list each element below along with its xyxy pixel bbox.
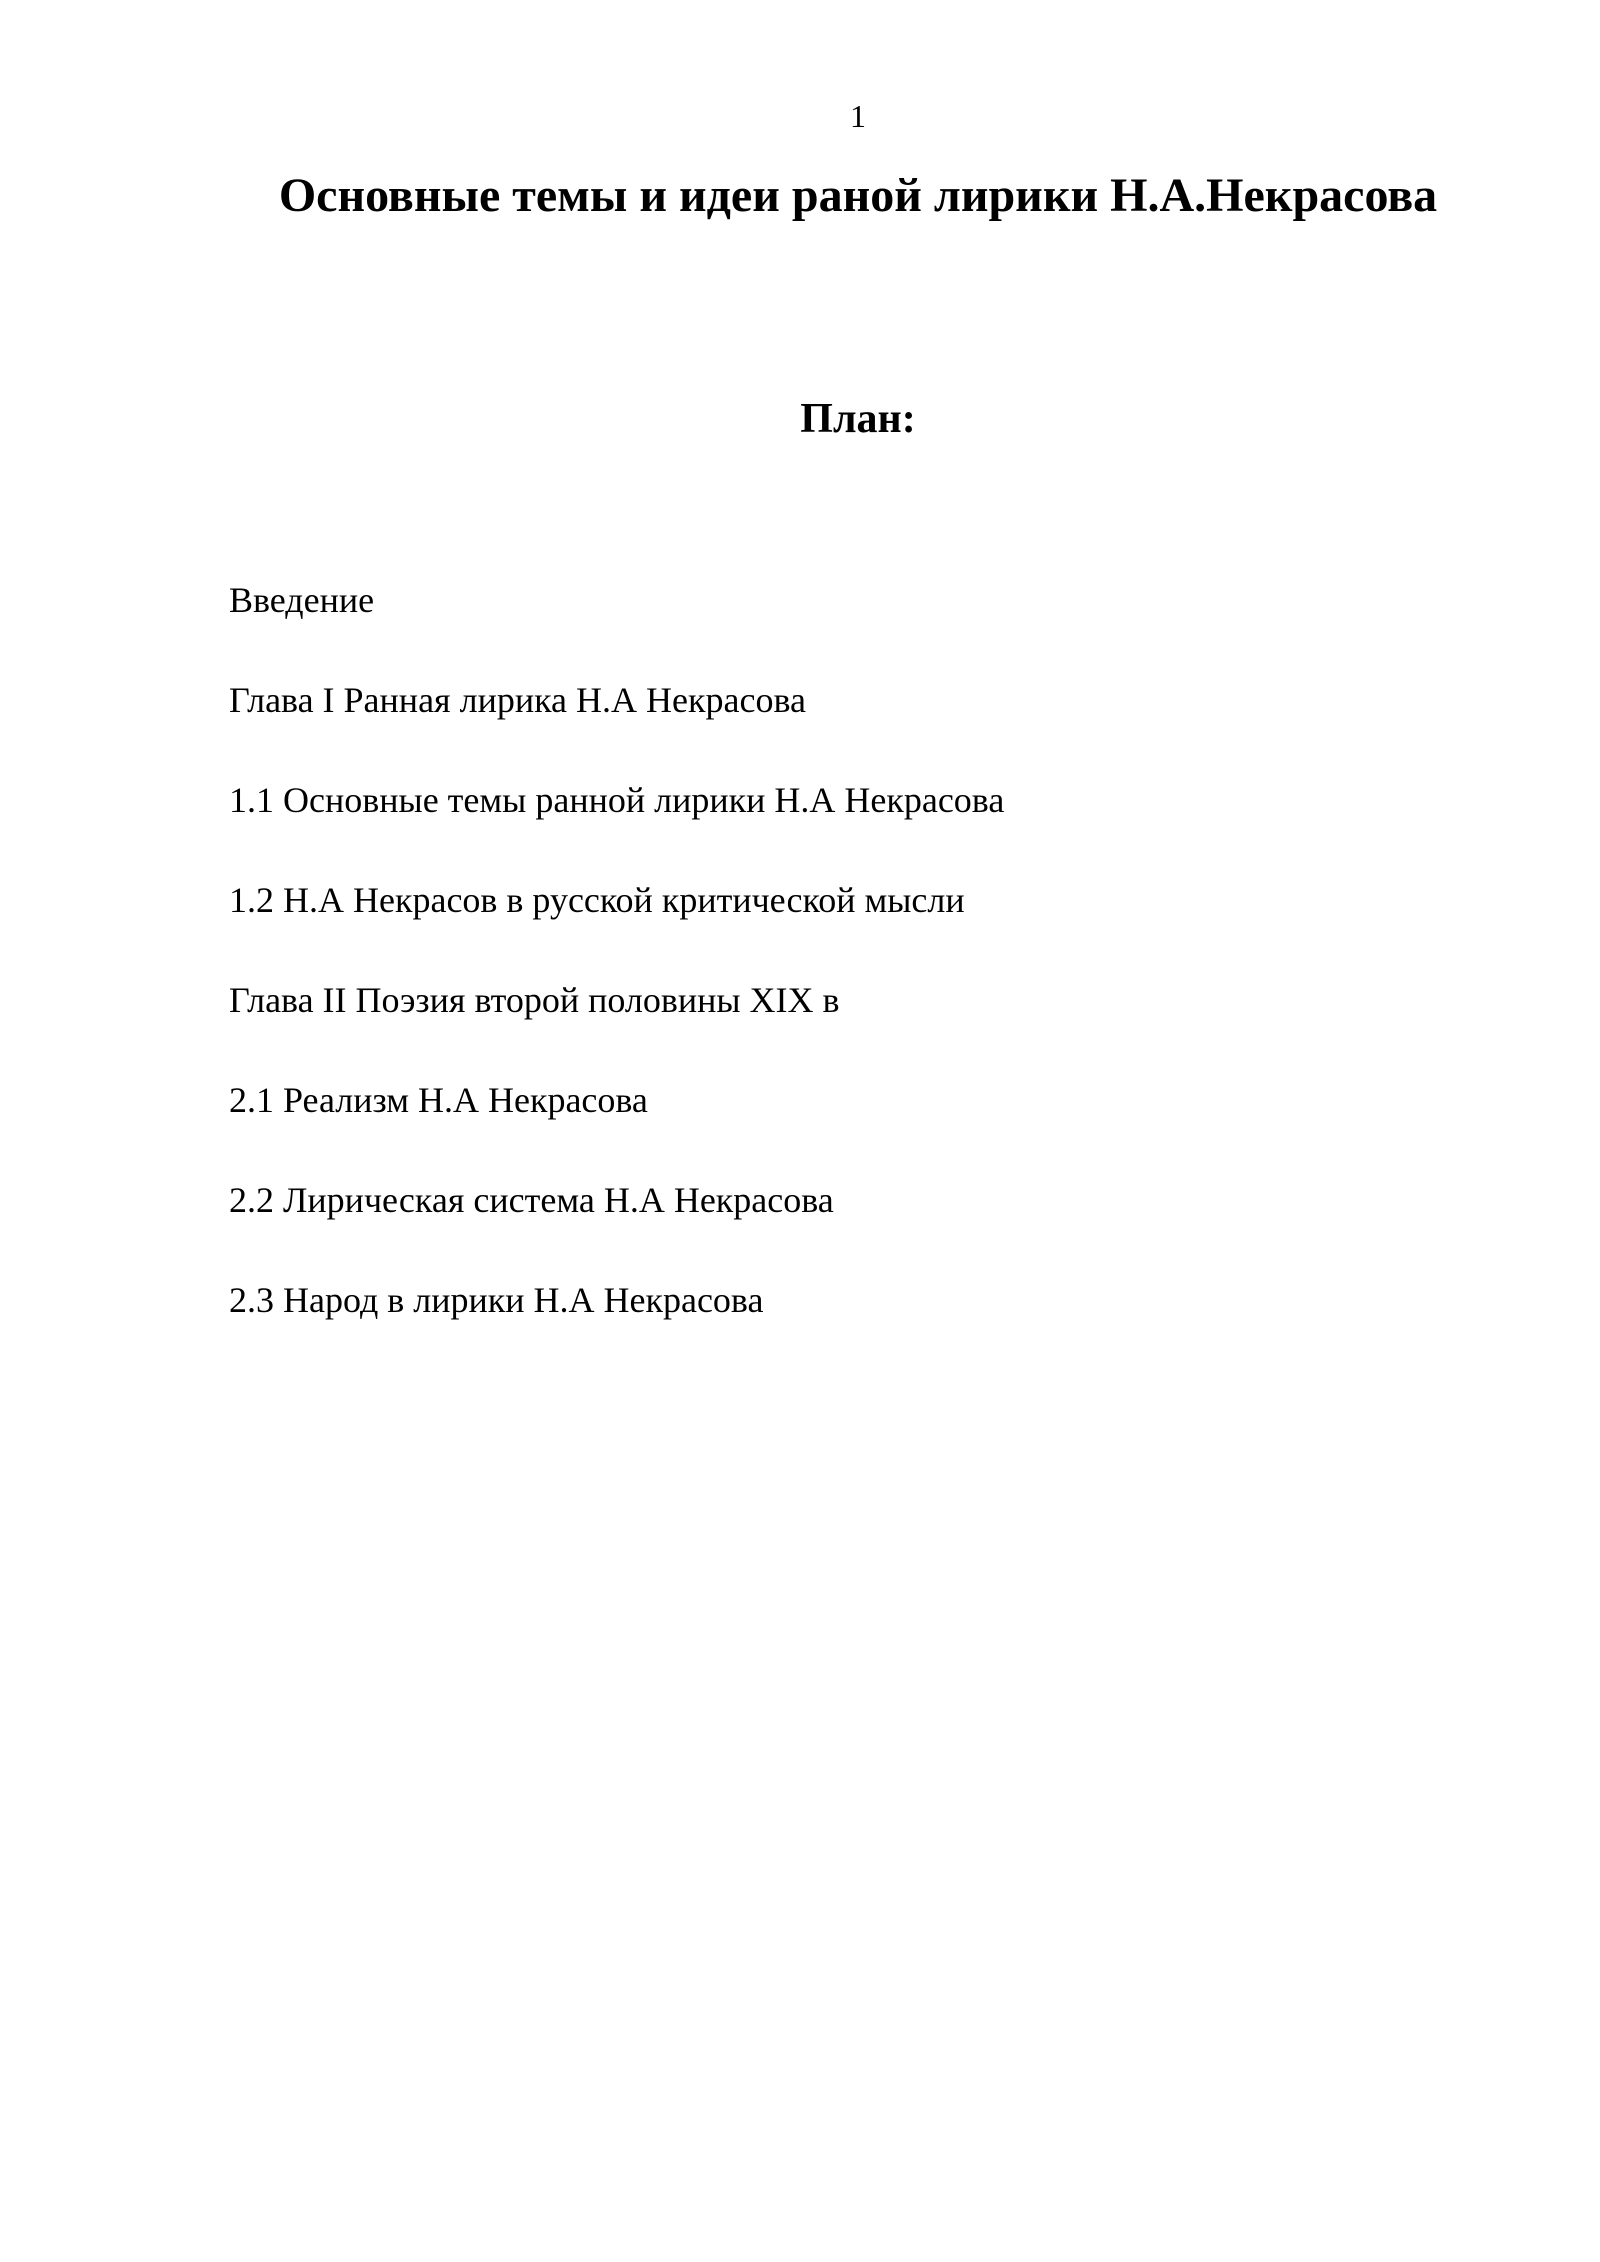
plan-item-chapter-2: Глава II Поэзия второй половины XIX в — [229, 980, 840, 1020]
plan-item-section-2-2: 2.2 Лирическая система Н.А Некрасова — [229, 1180, 834, 1220]
plan-item-section-2-3: 2.3 Народ в лирики Н.А Некрасова — [229, 1280, 764, 1320]
plan-heading: План: — [800, 396, 916, 442]
plan-item-section-1-1: 1.1 Основные темы ранной лирики Н.А Некрасова — [229, 780, 1005, 820]
plan-item-introduction: Введение — [229, 580, 375, 620]
plan-item-section-1-2: 1.2 Н.А Некрасов в русской критической мысли — [229, 880, 965, 920]
plan-list — [229, 572, 1004, 1372]
plan-item-chapter-1: Глава I Ранная лирика Н.А Некрасова — [229, 680, 806, 720]
plan-item-section-2-1: 2.1 Реализм Н.А Некрасова — [229, 1080, 648, 1120]
document-title: Основные темы и идеи раной лирики Н.А.Некрасова — [278, 169, 1438, 222]
page-number: 1 — [850, 98, 866, 134]
